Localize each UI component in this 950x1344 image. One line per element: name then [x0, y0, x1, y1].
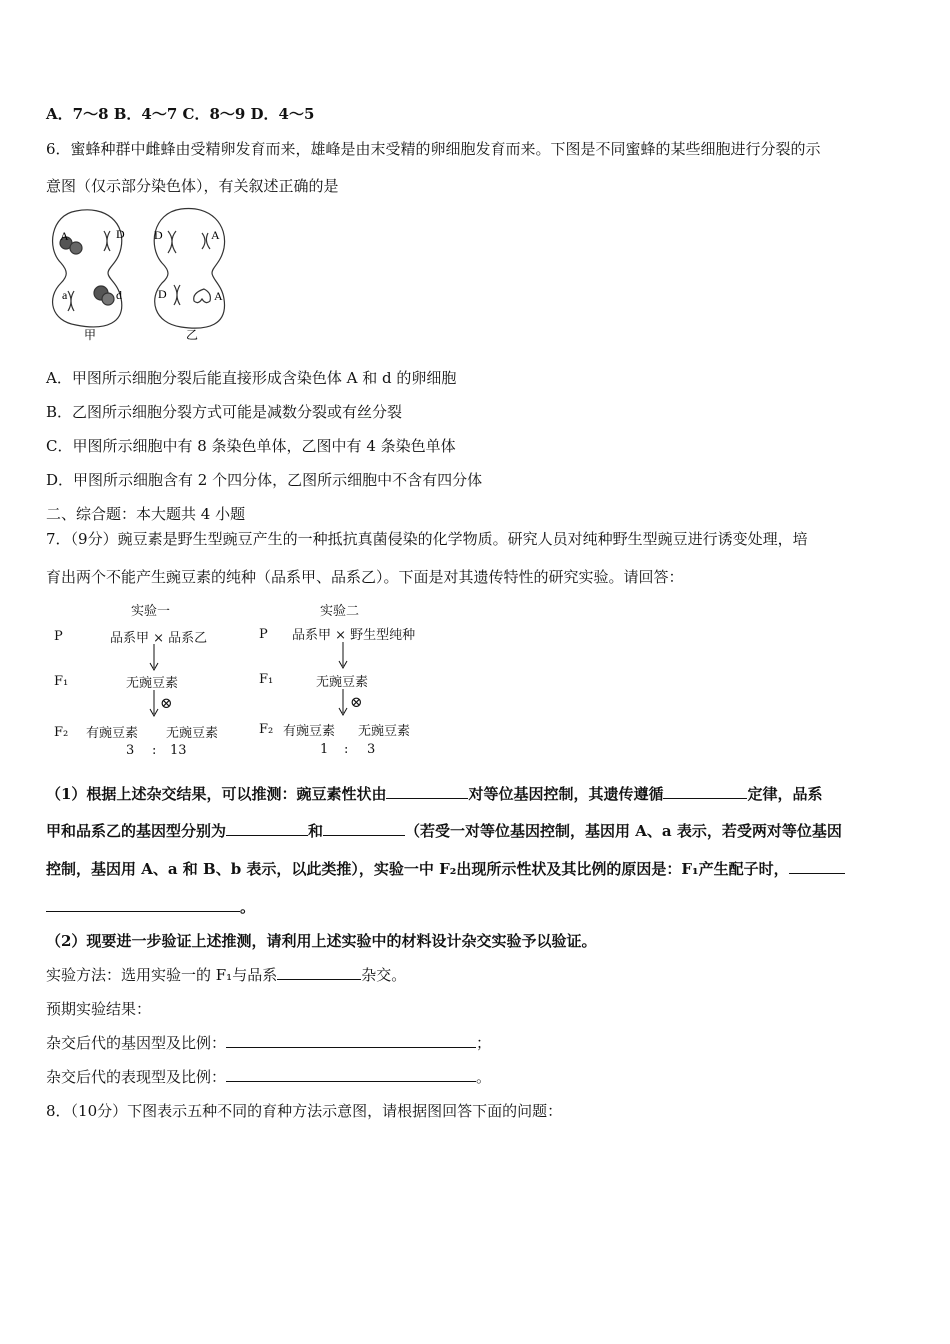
q7-p1-text-c: 定律，品系 — [747, 785, 823, 803]
exp2-f1-label: F₁ — [259, 672, 274, 687]
exp1-ratio-colon: : — [152, 743, 157, 758]
exp2-ratio-a: 1 — [320, 742, 329, 757]
q6-stem-line1: 6．蜜蜂种群中雌蜂由受精卵发育而来，雄峰是由末受精的卵细胞发育而来。下图是不同蜜蜂的某些细胞进行分裂的示 — [46, 140, 821, 158]
q7-p1-line4-end: 。 — [240, 898, 256, 916]
q7-genotype-label: 杂交后代的基因型及比例： — [46, 1034, 227, 1052]
q7-phenotype-label: 杂交后代的表现型及比例： — [46, 1068, 227, 1086]
jia-caption: 甲 — [84, 328, 97, 342]
exp2-f2-a: 有豌豆素 — [283, 724, 336, 739]
exp2-ratio-b: 3 — [367, 742, 376, 757]
exp1-f2-label: F₂ — [54, 725, 69, 740]
q7-p1-line2-b: 和 — [308, 822, 324, 840]
q7-blank-genotype-jia[interactable] — [226, 821, 308, 836]
exp2-ratio-colon: : — [344, 742, 349, 757]
q6-option-a: A．甲图所示细胞分裂后能直接形成含染色体 A 和 d 的卵细胞 — [46, 369, 457, 387]
exp2-arrow-2 — [337, 689, 349, 717]
q7-expect: 预期实验结果： — [46, 1000, 152, 1018]
q7-part1-line2 — [46, 820, 842, 841]
q7-p1-line3-text: 控制，基因用 A、a 和 B、b 表示，以此类推），实验一中 F₂出现所示性状及其比例的原因是：F₁产生配子时， — [46, 860, 789, 878]
exp1-f2-b: 无豌豆素 — [166, 726, 219, 741]
q7-part1-line4 — [46, 896, 255, 917]
exp1-f2-a: 有豌豆素 — [86, 726, 139, 741]
q6-option-d: D．甲图所示细胞含有 2 个四分体，乙图所示细胞中不含有四分体 — [46, 471, 483, 489]
yi-label-D1: D — [154, 228, 163, 242]
q8-stem: 8．（10分）下图表示五种不同的育种方法示意图，请根据图回答下面的问题： — [46, 1102, 563, 1120]
cell-jia — [53, 210, 122, 327]
q7-p1-text-b: 对等位基因控制，其遗传遵循 — [468, 785, 664, 803]
q6-option-c: C．甲图所示细胞中有 8 条染色单体，乙图中有 4 条染色单体 — [46, 437, 456, 455]
q7-blank-genotype-yi[interactable] — [323, 821, 405, 836]
q7-phenotype — [46, 1066, 491, 1087]
q7-method — [46, 964, 406, 985]
cell-division-figure — [46, 203, 246, 343]
exp1-ratio-b: 13 — [170, 743, 187, 758]
q7-blank-phenotype-ratio[interactable] — [226, 1067, 476, 1082]
q7-method-a: 实验方法：选用实验一的 F₁与品系 — [46, 966, 278, 984]
q7-blank-reason-end[interactable] — [46, 897, 240, 912]
q7-part1-line3 — [46, 858, 845, 879]
exp2-f2-b: 无豌豆素 — [358, 724, 411, 739]
exp2-title: 实验二 — [320, 604, 360, 619]
q7-blank-strain[interactable] — [277, 965, 361, 980]
yi-label-A1: A — [211, 228, 220, 242]
jia-label-d: d — [116, 288, 122, 302]
q6-option-b: B．乙图所示细胞分裂方式可能是减数分裂或有丝分裂 — [46, 403, 403, 421]
exp2-f2-label: F₂ — [259, 722, 274, 737]
q7-part2: （2）现要进一步验证上述推测，请利用上述实验中的材料设计杂交实验予以验证。 — [46, 932, 597, 950]
yi-label-A2: A — [214, 289, 223, 303]
exp2-p-label: P — [259, 627, 268, 642]
exp1-selfing-symbol: ⊗ — [160, 694, 173, 712]
q7-stem-line1: 7．（9分）豌豆素是野生型豌豆产生的一种抵抗真菌侵染的化学物质。研究人员对纯种野生型豌豆进行诱变处理，培 — [46, 530, 808, 548]
q7-p1-text-a: （1）根据上述杂交结果，可以推测：豌豆素性状由 — [46, 785, 387, 803]
section2-heading: 二、综合题：本大题共 4 小题 — [46, 505, 246, 523]
jia-label-A: A — [60, 229, 69, 243]
exp2-arrow-1 — [337, 642, 349, 670]
yi-label-D2: D — [158, 287, 167, 301]
exp2-selfing-symbol: ⊗ — [350, 693, 363, 711]
exp1-arrow-1 — [148, 644, 160, 672]
q7-blank-genotype-ratio[interactable] — [226, 1033, 476, 1048]
yi-caption: 乙 — [186, 328, 199, 342]
cell-yi — [154, 208, 224, 328]
q6-stem-line2: 意图（仅示部分染色体），有关叙述正确的是 — [46, 177, 339, 195]
q5-options: A．7～8 B．4～7 C．8～9 D．4～5 — [46, 105, 315, 123]
q7-phenotype-end: 。 — [476, 1068, 492, 1086]
q7-blank-gene-pairs[interactable] — [386, 784, 468, 799]
exp1-p-cross: 品系甲 × 品系乙 — [110, 631, 208, 646]
exp1-f1: 无豌豆素 — [126, 676, 179, 691]
q7-genotype-end: ； — [476, 1034, 492, 1052]
exp1-p-label: P — [54, 629, 63, 644]
exp1-f1-label: F₁ — [54, 674, 69, 689]
q7-genotype — [46, 1032, 491, 1053]
q7-p1-line2-c: （若受一对等位基因控制，基因用 A、a 表示，若受两对等位基因 — [405, 822, 842, 840]
exp2-f1: 无豌豆素 — [316, 675, 369, 690]
exp1-title: 实验一 — [131, 604, 171, 619]
q7-p1-line2-a: 甲和品系乙的基因型分别为 — [46, 822, 227, 840]
q7-stem-line2: 育出两个不能产生豌豆素的纯种（品系甲、品系乙）。下面是对其遗传特性的研究实验。请回答： — [46, 568, 684, 586]
exp1-arrow-2 — [148, 690, 160, 718]
q7-part1-line1 — [46, 783, 822, 804]
exp1-ratio-a: 3 — [126, 743, 135, 758]
exp2-p-cross: 品系甲 × 野生型纯种 — [292, 628, 416, 643]
jia-label-a: a — [62, 288, 68, 302]
jia-label-D: D — [116, 227, 125, 241]
q7-method-b: 杂交。 — [361, 966, 407, 984]
q7-blank-law[interactable] — [663, 784, 747, 799]
q7-blank-reason-start[interactable] — [789, 859, 845, 874]
